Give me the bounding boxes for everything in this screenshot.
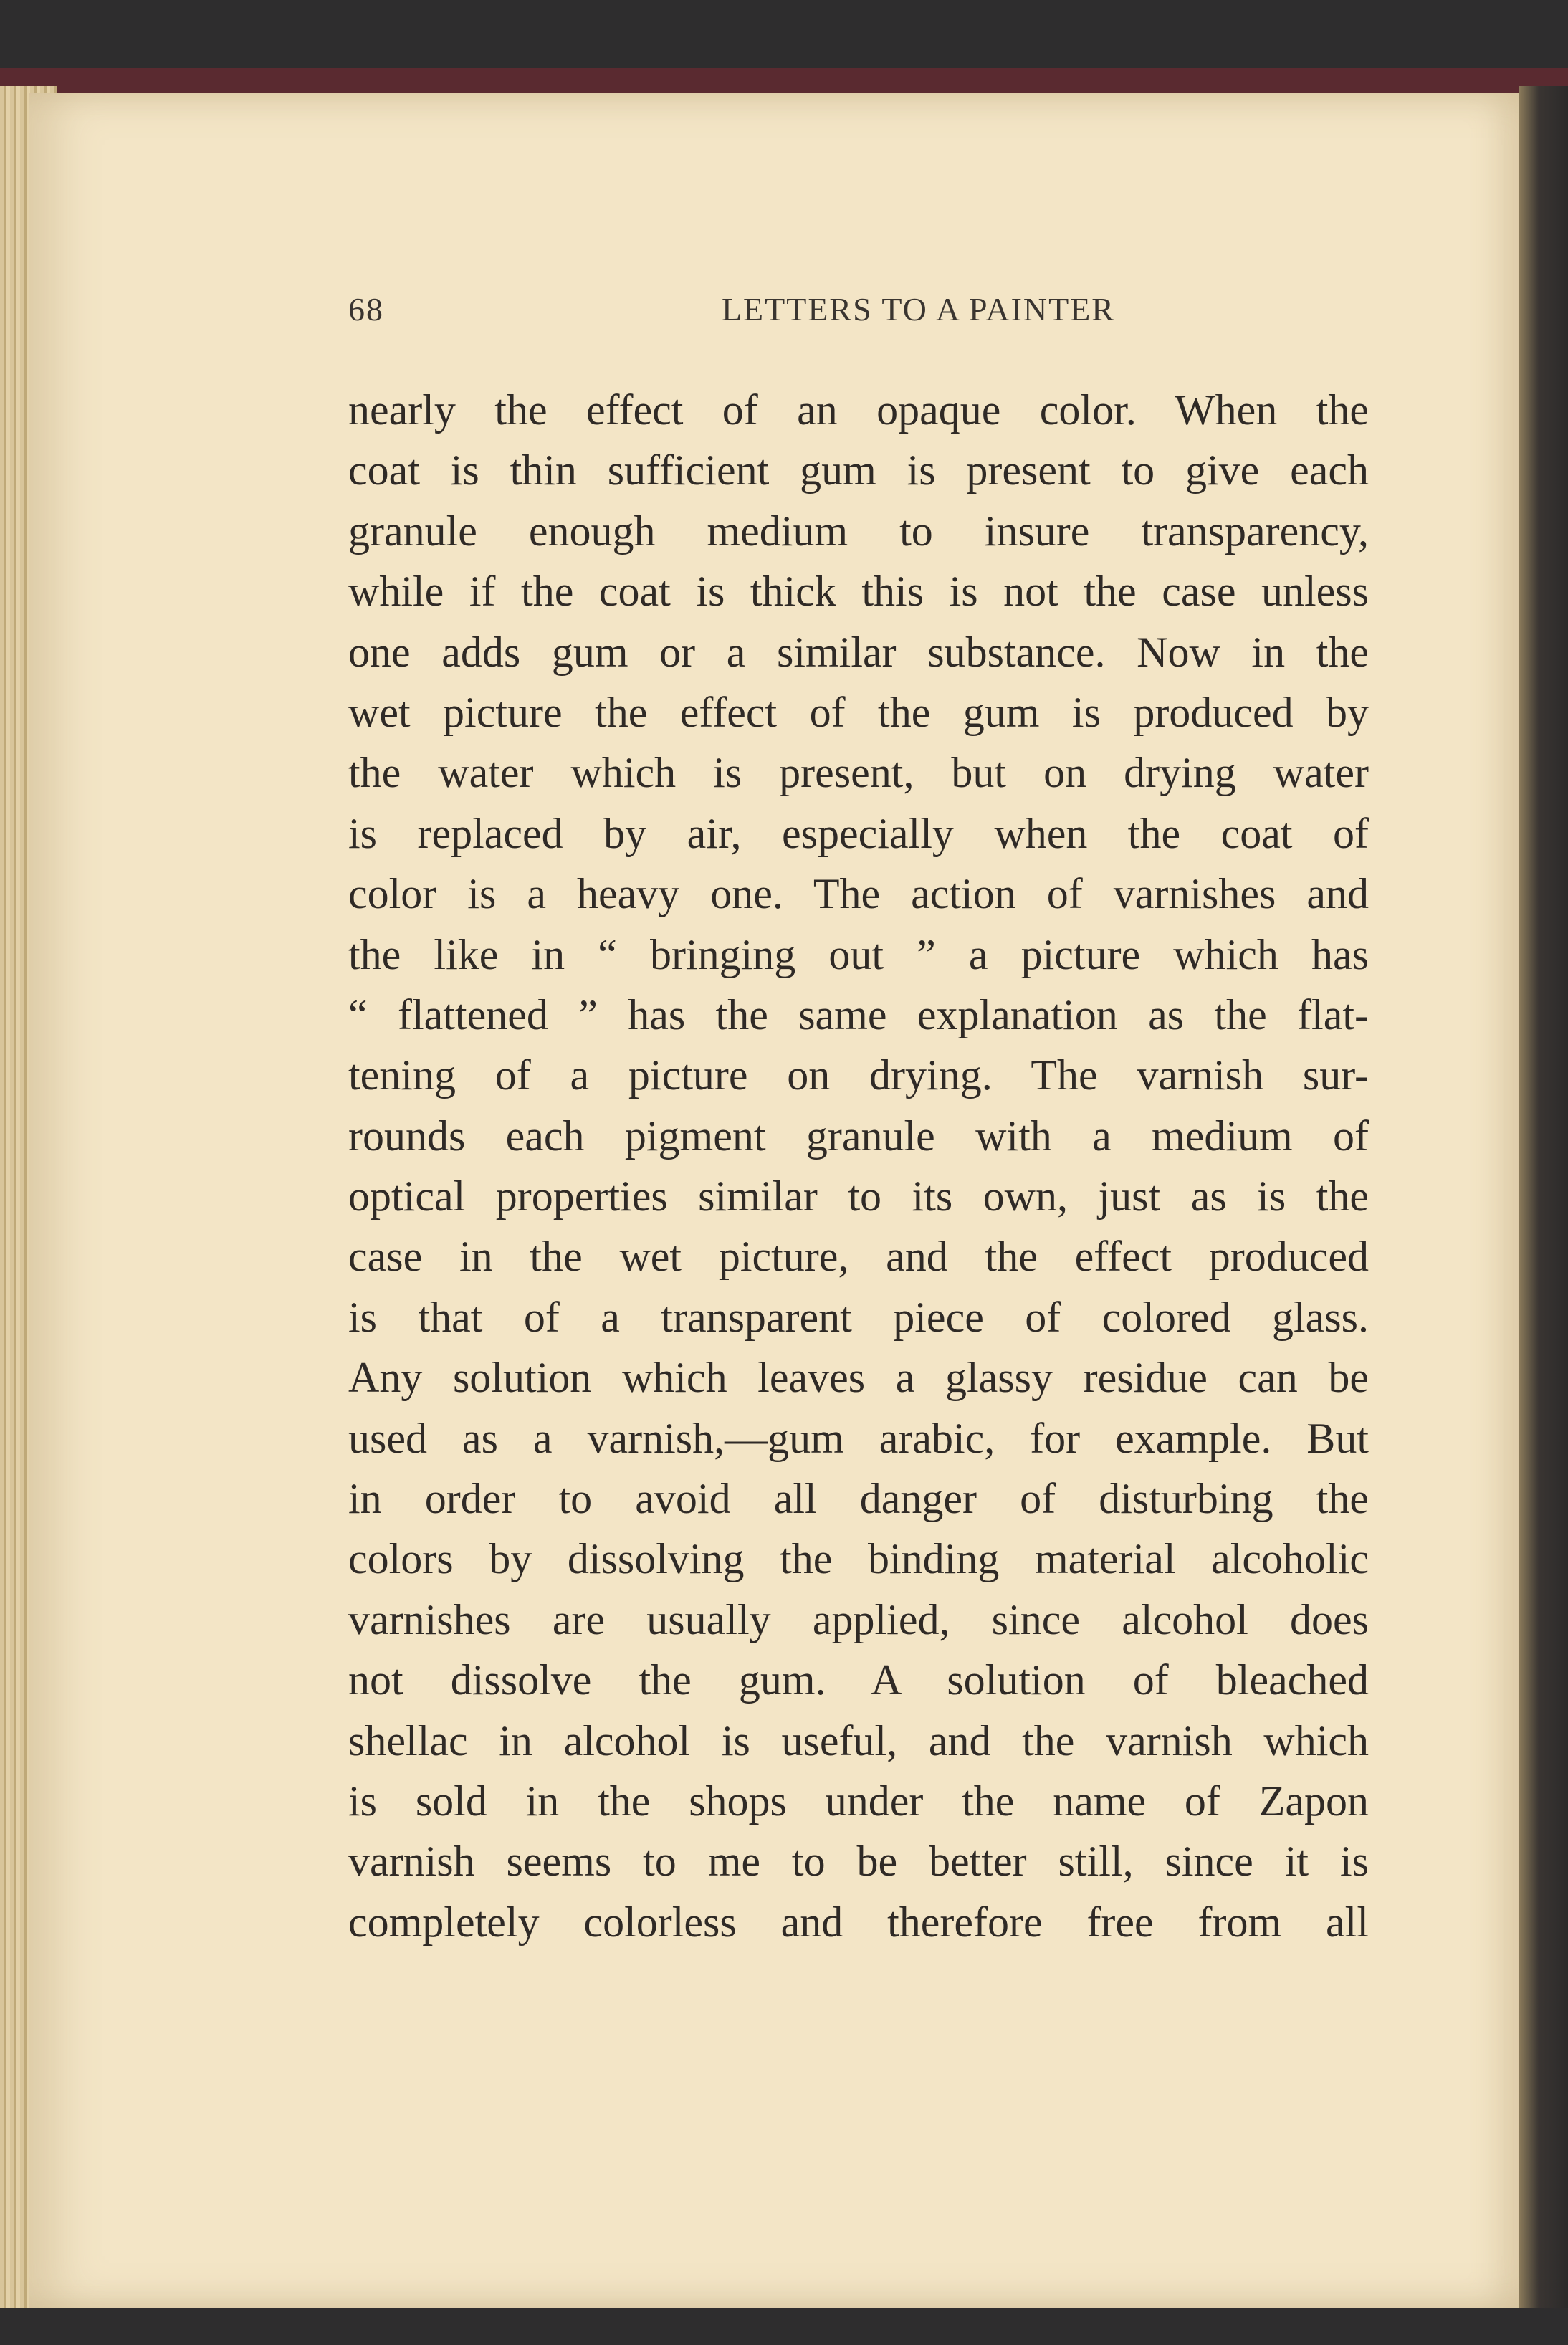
text-line: nearly the effect of an opaque color. When the <box>348 386 1369 434</box>
text-line: varnish seems to me to be better still, since it is <box>348 1838 1369 1886</box>
text-line: completely colorless and therefore free from all <box>348 1898 1369 1946</box>
text-line: color is a heavy one. The action of varnishes and <box>348 870 1369 918</box>
text-line: wet picture the effect of the gum is produced by <box>348 688 1369 736</box>
text-line: the water which is present, but on drying water <box>348 749 1369 797</box>
text-line: case in the wet picture, and the effect produced <box>348 1233 1369 1281</box>
book-binding-right <box>1519 86 1568 2315</box>
page-number: 68 <box>348 291 384 328</box>
text-line: one adds gum or a similar substance. Now in the <box>348 628 1369 676</box>
text-line: the like in “ bringing out ” a picture which has <box>348 930 1369 978</box>
body-text <box>348 380 1369 1952</box>
text-line: colors by dissolving the binding material alcoholic <box>348 1535 1369 1583</box>
text-line: not dissolve the gum. A solution of bleached <box>348 1656 1369 1704</box>
text-line: Any solution which leaves a glassy residue can be <box>348 1354 1369 1402</box>
text-line: in order to avoid all danger of disturbing the <box>348 1475 1369 1523</box>
text-line: “ flattened ” has the same explanation as the flat- <box>348 990 1369 1038</box>
text-line: varnishes are usually applied, since alcohol does <box>348 1595 1369 1643</box>
text-line: optical properties similar to its own, just as is the <box>348 1172 1369 1221</box>
running-header <box>348 290 1115 328</box>
text-line: shellac in alcohol is useful, and the varnish which <box>348 1716 1369 1764</box>
text-line: coat is thin sufficient gum is present to give each <box>348 446 1369 495</box>
text-line: is that of a transparent piece of colored glass. <box>348 1293 1369 1341</box>
text-line: granule enough medium to insure transparency, <box>348 507 1369 555</box>
text-line: is sold in the shops under the name of Zapon <box>348 1777 1369 1825</box>
book-cover-top <box>0 0 1568 79</box>
book-cover-bottom <box>0 2308 1568 2345</box>
text-line: used as a varnish,—gum arabic, for example. But <box>348 1414 1369 1462</box>
text-line: tening of a picture on drying. The varnish sur- <box>348 1051 1369 1099</box>
running-title: LETTERS TO A PAINTER <box>721 291 1115 328</box>
book-cover-edge <box>0 68 1568 97</box>
text-line: while if the coat is thick this is not the case unless <box>348 568 1369 616</box>
text-line: rounds each pigment granule with a medium of <box>348 1112 1369 1160</box>
text-line: is replaced by air, especially when the coat of <box>348 809 1369 857</box>
